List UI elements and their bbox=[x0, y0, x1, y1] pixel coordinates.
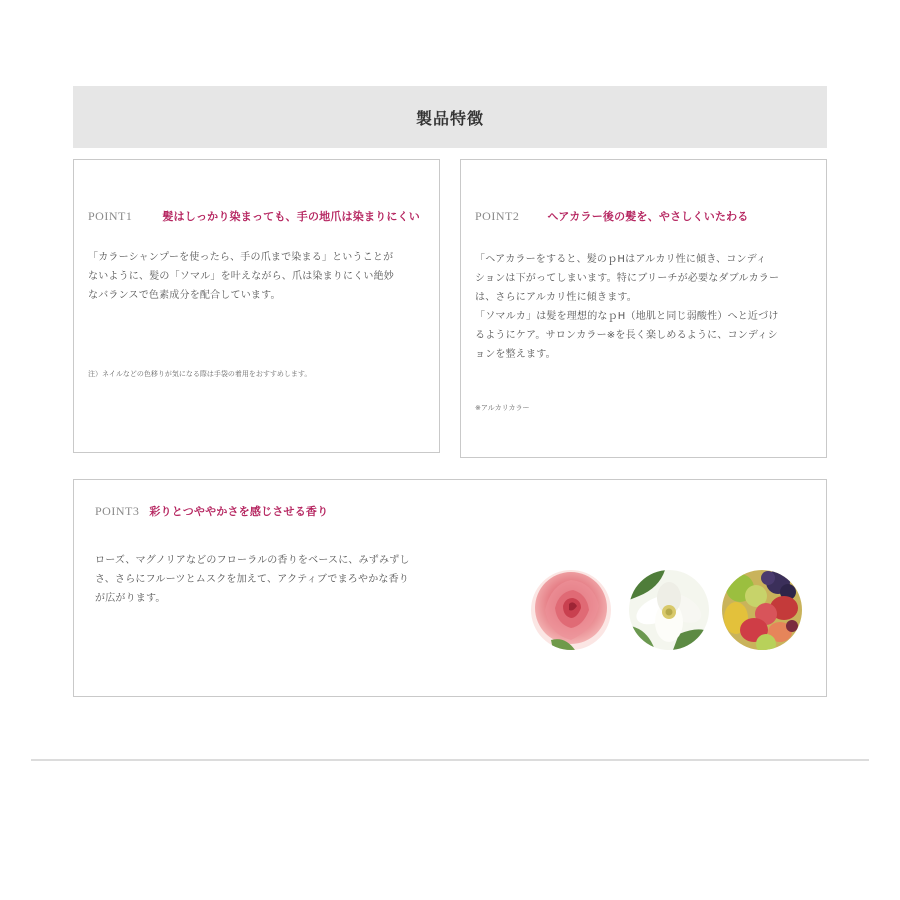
point2-line: は、さらにアルカリ性に傾きます。 bbox=[475, 292, 637, 303]
footer-divider bbox=[31, 759, 869, 761]
point1-line: なバランスで色素成分を配合しています。 bbox=[88, 290, 281, 301]
point2-card bbox=[460, 159, 827, 458]
point3-line: さ、さらにフルーツとムスクを加えて、アクティブでまろやかな香り bbox=[95, 574, 409, 585]
point3-heading: 彩りとつややかさを感じさせる香り bbox=[149, 505, 329, 518]
point1-line: 「カラーシャンプーを使ったら、手の爪まで染まる」ということが bbox=[88, 252, 394, 263]
fruits-image bbox=[722, 570, 802, 650]
section-header bbox=[73, 86, 827, 148]
point2-line: るようにケア。サロンカラー※を長く楽しめるように、コンディシ bbox=[475, 330, 778, 341]
point1-line: ないように、髪の「ソマル」を叶えながら、爪は染まりにくい絶妙 bbox=[88, 271, 394, 282]
point1-heading: 髪はしっかり染まっても、手の地爪は染まりにくい bbox=[162, 210, 420, 223]
point1-card bbox=[73, 159, 440, 453]
point2-line: ョンを整えます。 bbox=[475, 349, 556, 360]
point2-title-row bbox=[475, 208, 749, 224]
point1-label: POINT1 bbox=[88, 209, 133, 223]
point1-note: 注）ネイルなどの色移りが気になる際は手袋の着用をおすすめします。 bbox=[88, 370, 312, 378]
point2-label: POINT2 bbox=[475, 209, 520, 223]
rose-image bbox=[531, 570, 611, 650]
point2-line: 「ヘアカラーをすると、髪のｐHはアルカリ性に傾き、コンディ bbox=[475, 254, 767, 265]
point2-note: ※アルカリカラー bbox=[475, 404, 530, 412]
point1-title-row bbox=[88, 208, 420, 224]
point2-body bbox=[475, 250, 820, 364]
point2-line: 「ソマルカ」は髪を理想的なｐH（地肌と同じ弱酸性）へと近づけ bbox=[475, 311, 779, 322]
point3-title-row bbox=[95, 503, 328, 519]
point2-line: ションは下がってしまいます。特にブリーチが必要なダブルカラー bbox=[475, 273, 780, 284]
point1-body bbox=[88, 248, 433, 305]
section-title: 製品特徴 bbox=[415, 108, 484, 128]
magnolia-image bbox=[629, 570, 709, 650]
point3-card bbox=[73, 479, 827, 697]
point3-body bbox=[95, 551, 515, 608]
point3-line: が広がります。 bbox=[95, 593, 166, 604]
point2-heading: ヘアカラー後の髪を、やさしくいたわる bbox=[547, 210, 749, 223]
point3-label: POINT3 bbox=[95, 504, 140, 518]
point3-line: ローズ、マグノリアなどのフローラルの香りをベースに、みずみずし bbox=[95, 555, 410, 566]
